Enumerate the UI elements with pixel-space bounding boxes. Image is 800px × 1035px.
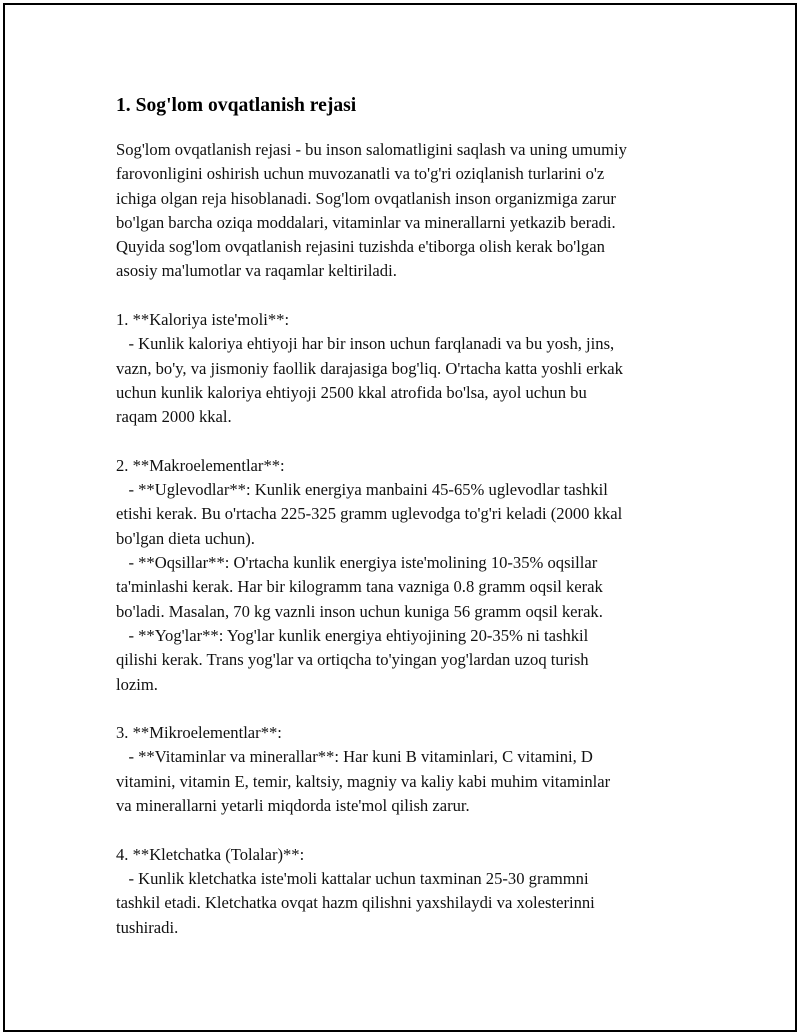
document-content [116, 92, 696, 940]
document-body: Sog'lom ovqatlanish rejasi - bu inson salomatligini saqlash va uning umumiy farovonligini oshirish uchun muvozanatli va to'g'ri oziqlanish turlarini o'z ichiga olgan reja hisoblanadi. Sog'lom ovqatlanish inson organizmiga zarur bo'lgan barcha oziqa moddalari, vitaminlar va minerallarni yetkazib beradi. Quyida sog'lom ovqatlanish rejasini tuzishda e'tiborga olish kerak bo'lgan asosiy ma'lumotlar va raqamlar keltiriladi. 1. **Kaloriya iste'moli**: - Kunlik kaloriya ehtiyoji har bir inson uchun farqlanadi va bu yosh, jins, vazn, bo'y, va jismoniy faollik darajasiga bog'liq. O'rtacha katta yoshli erkak uchun kunlik kaloriya ehtiyoji 2500 kkal atrofida bo'lsa, ayol uchun bu raqam 2000 kkal. 2. **Makroelementlar**: - **Uglevodlar**: Kunlik energiya manbaini 45-65% uglevodlar tashkil etishi kerak. Bu o'rtacha 225-325 gramm uglevodga to'g'ri keladi (2000 kkal bo'lgan dieta uchun). - **Oqsillar**: O'rtacha kunlik energiya iste'molining 10-35% oqsillar ta'minlashi kerak. Har bir kilogramm tana vazniga 0.8 gramm oqsil kerak bo'ladi. Masalan, 70 kg vaznli inson uchun kuniga 56 gramm oqsil kerak. - **Yog'lar**: Yog'lar kunlik energiya ehtiyojining 20-35% ni tashkil qilishi kerak. Trans yog'lar va ortiqcha to'yingan yog'lardan uzoq turish lozim. 3. **Mikroelementlar**: - **Vitaminlar va minerallar**: Har kuni B vitaminlari, C vitamini, D vitamini, vitamin E, temir, kaltsiy, magniy va kaliy kabi muhim vitaminlar va minerallarni yetarli miqdorda iste'mol qilish zarur. 4. **Kletchatka (Tolalar)**: - Kunlik kletchatka iste'moli kattalar uchun taxminan 25-30 grammni tashkil etadi. Kletchatka ovqat hazm qilishni yaxshilaydi va xolesterinni tushiradi. [116, 140, 627, 937]
document-title: 1. Sog'lom ovqatlanish rejasi [116, 95, 357, 116]
